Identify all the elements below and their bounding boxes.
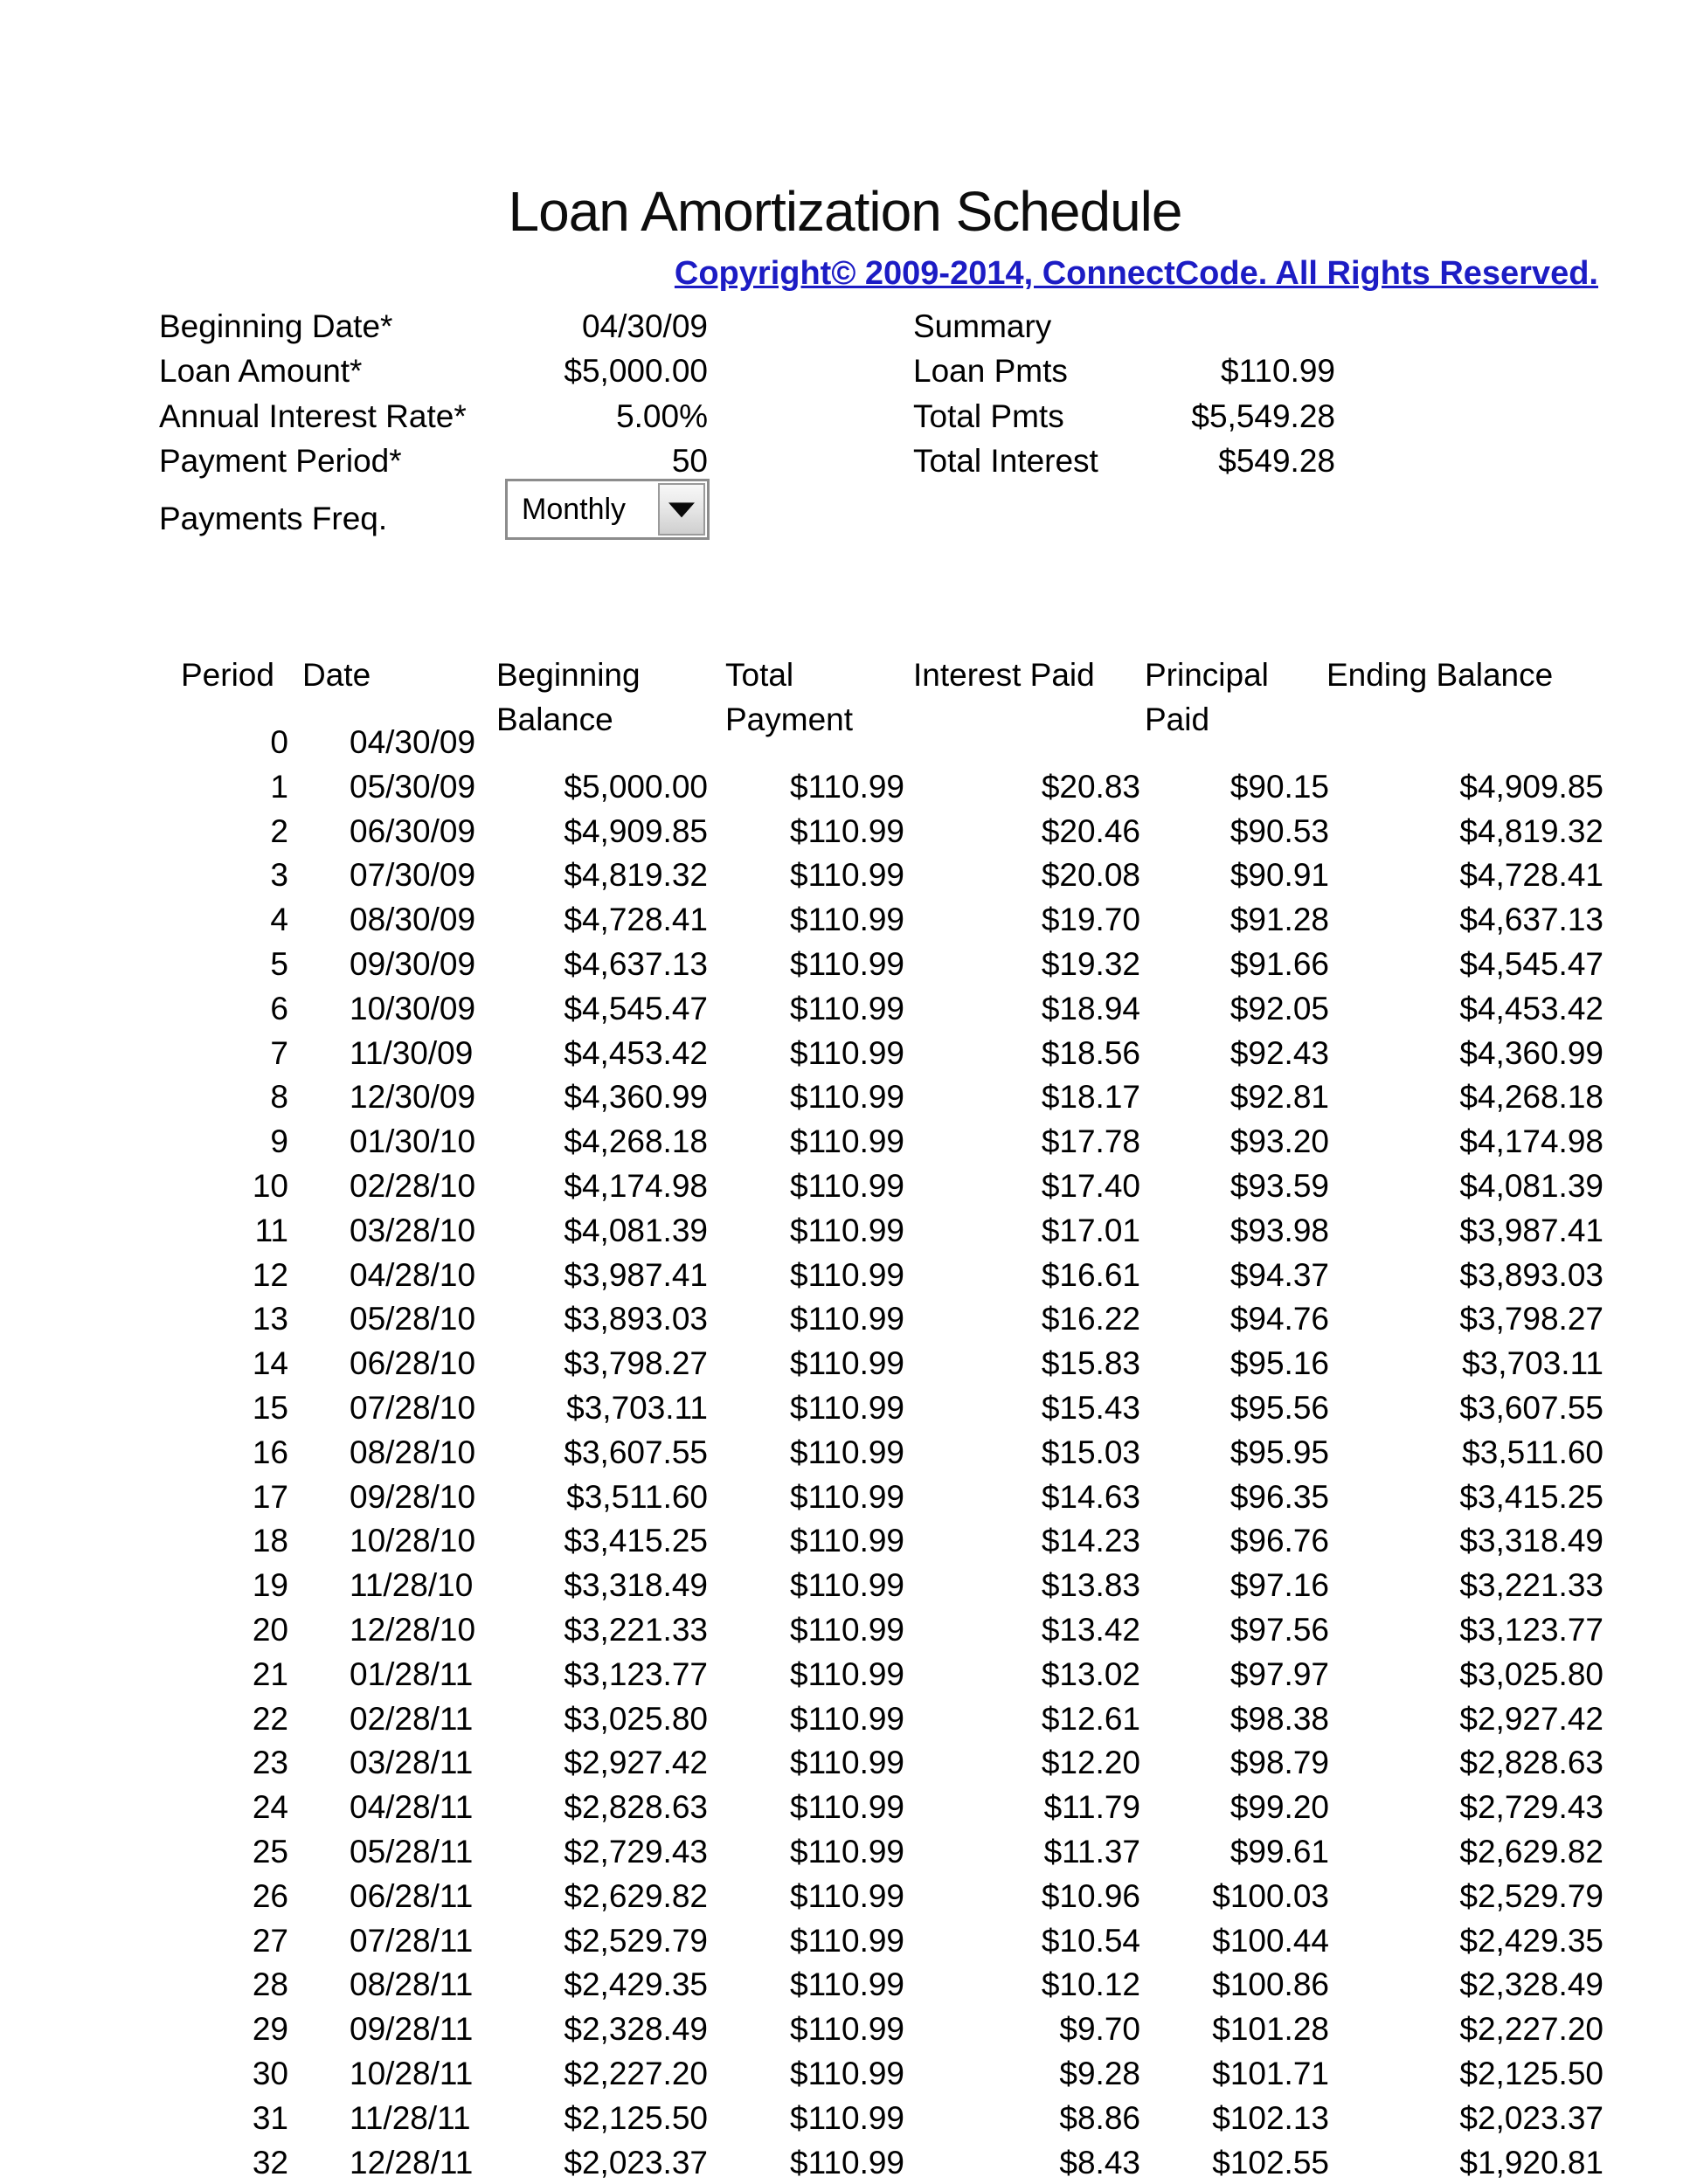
cell-beginning-balance: $3,893.03 bbox=[564, 1301, 708, 1337]
cell-period: 0 bbox=[270, 724, 288, 760]
cell-date: 02/28/11 bbox=[350, 1700, 474, 1737]
cell-interest-paid: $18.56 bbox=[1041, 1034, 1140, 1071]
cell-total-payment: $110.99 bbox=[790, 1834, 904, 1870]
cell-total-payment: $110.99 bbox=[790, 1434, 904, 1470]
cell-principal-paid: $101.28 bbox=[1212, 2011, 1329, 2048]
cell-interest-paid: $13.42 bbox=[1041, 1612, 1140, 1648]
beginning-date-value[interactable]: 04/30/09 bbox=[581, 308, 708, 344]
cell-date: 06/30/09 bbox=[350, 812, 476, 849]
cell-principal-paid: $91.66 bbox=[1229, 946, 1329, 982]
cell-date: 08/28/11 bbox=[350, 1966, 474, 2003]
cell-interest-paid: $8.43 bbox=[1059, 2144, 1140, 2181]
cell-beginning-balance: $3,123.77 bbox=[564, 1655, 708, 1692]
cell-total-payment: $110.99 bbox=[790, 1256, 904, 1293]
table-row bbox=[0, 724, 1690, 766]
cell-beginning-balance: $3,703.11 bbox=[566, 1390, 708, 1426]
cell-ending-balance: $2,125.50 bbox=[1459, 2056, 1603, 2091]
cell-ending-balance: $4,545.47 bbox=[1459, 946, 1603, 982]
cell-date: 08/30/09 bbox=[350, 902, 476, 938]
cell-principal-paid: $96.35 bbox=[1229, 1478, 1329, 1515]
payment-period-label: Payment Period* bbox=[159, 443, 402, 479]
cell-interest-paid: $14.23 bbox=[1041, 1523, 1140, 1559]
beginning-date-label: Beginning Date* bbox=[159, 308, 393, 344]
table-row bbox=[0, 1168, 1690, 1210]
table-row bbox=[0, 1567, 1690, 1609]
cell-interest-paid: $10.54 bbox=[1041, 1922, 1140, 1959]
cell-total-payment: $110.99 bbox=[790, 2099, 904, 2136]
cell-total-payment: $110.99 bbox=[790, 1345, 904, 1382]
annual-interest-rate-label: Annual Interest Rate* bbox=[159, 398, 467, 434]
header-beginning-balance-line2: Balance bbox=[496, 702, 613, 737]
cell-interest-paid: $15.83 bbox=[1041, 1345, 1140, 1382]
cell-date: 04/30/09 bbox=[350, 724, 476, 760]
cell-period: 23 bbox=[252, 1745, 288, 1781]
cell-interest-paid: $10.96 bbox=[1041, 1877, 1140, 1914]
cell-principal-paid: $94.37 bbox=[1229, 1256, 1329, 1293]
cell-date: 10/28/10 bbox=[350, 1523, 476, 1559]
table-row bbox=[0, 1390, 1690, 1432]
cell-ending-balance: $4,174.98 bbox=[1459, 1123, 1603, 1160]
cell-beginning-balance: $4,909.85 bbox=[564, 812, 708, 849]
cell-date: 03/28/10 bbox=[350, 1212, 476, 1248]
cell-period: 24 bbox=[252, 1789, 288, 1826]
cell-principal-paid: $91.28 bbox=[1229, 902, 1329, 938]
table-row bbox=[0, 1257, 1690, 1299]
cell-ending-balance: $2,328.49 bbox=[1459, 1966, 1603, 2003]
table-row bbox=[0, 1656, 1690, 1698]
cell-interest-paid: $12.61 bbox=[1041, 1700, 1140, 1737]
cell-interest-paid: $11.37 bbox=[1043, 1834, 1140, 1870]
table-row bbox=[0, 1345, 1690, 1387]
cell-period: 20 bbox=[252, 1612, 288, 1648]
header-date: Date bbox=[302, 657, 371, 693]
cell-beginning-balance: $3,987.41 bbox=[564, 1256, 708, 1293]
cell-ending-balance: $4,728.41 bbox=[1459, 857, 1603, 894]
cell-beginning-balance: $3,221.33 bbox=[564, 1612, 708, 1648]
cell-total-payment: $110.99 bbox=[790, 2011, 904, 2048]
cell-interest-paid: $19.32 bbox=[1041, 946, 1140, 982]
cell-date: 05/28/10 bbox=[350, 1301, 476, 1337]
cell-period: 25 bbox=[252, 1834, 288, 1870]
cell-period: 14 bbox=[252, 1345, 288, 1382]
cell-ending-balance: $2,023.37 bbox=[1459, 2099, 1603, 2136]
cell-date: 12/30/09 bbox=[350, 1079, 476, 1116]
cell-period: 3 bbox=[270, 857, 288, 894]
cell-date: 04/28/10 bbox=[350, 1256, 476, 1293]
cell-ending-balance: $3,798.27 bbox=[1459, 1301, 1603, 1337]
cell-beginning-balance: $4,545.47 bbox=[564, 990, 708, 1026]
table-row bbox=[0, 1523, 1690, 1565]
cell-period: 26 bbox=[252, 1877, 288, 1914]
cell-principal-paid: $90.53 bbox=[1229, 812, 1329, 849]
table-row bbox=[0, 1479, 1690, 1521]
cell-date: 01/28/11 bbox=[350, 1655, 474, 1692]
cell-interest-paid: $8.86 bbox=[1059, 2099, 1140, 2136]
cell-principal-paid: $99.61 bbox=[1229, 1834, 1329, 1870]
cell-date: 07/28/10 bbox=[350, 1390, 476, 1426]
cell-principal-paid: $102.55 bbox=[1212, 2144, 1329, 2181]
cell-interest-paid: $14.63 bbox=[1041, 1478, 1140, 1515]
cell-beginning-balance: $3,511.60 bbox=[566, 1478, 708, 1515]
cell-ending-balance: $2,927.42 bbox=[1459, 1700, 1603, 1737]
cell-beginning-balance: $2,529.79 bbox=[564, 1922, 708, 1959]
header-total-payment-line1: Total bbox=[725, 657, 794, 693]
cell-beginning-balance: $2,629.82 bbox=[564, 1877, 708, 1914]
cell-period: 12 bbox=[252, 1256, 288, 1293]
cell-principal-paid: $93.20 bbox=[1229, 1123, 1329, 1160]
table-row bbox=[0, 2011, 1690, 2053]
table-row bbox=[0, 1612, 1690, 1654]
cell-date: 12/28/11 bbox=[350, 2144, 474, 2181]
cell-interest-paid: $17.40 bbox=[1041, 1168, 1140, 1204]
dropdown-arrow-button[interactable] bbox=[658, 483, 705, 536]
header-ending-balance: Ending Balance bbox=[1326, 657, 1554, 693]
payment-period-value[interactable]: 50 bbox=[671, 443, 708, 479]
cell-beginning-balance: $2,429.35 bbox=[564, 1966, 708, 2003]
cell-total-payment: $110.99 bbox=[790, 1745, 904, 1781]
cell-ending-balance: $3,415.25 bbox=[1459, 1478, 1603, 1515]
total-interest-value: $549.28 bbox=[1218, 443, 1335, 479]
cell-ending-balance: $3,511.60 bbox=[1462, 1434, 1603, 1470]
table-row bbox=[0, 2145, 1690, 2184]
table-row bbox=[0, 902, 1690, 943]
cell-period: 27 bbox=[252, 1922, 288, 1959]
cell-total-payment: $110.99 bbox=[790, 1877, 904, 1914]
cell-period: 5 bbox=[270, 946, 288, 982]
header-total-payment-line2: Payment bbox=[725, 702, 854, 737]
cell-principal-paid: $90.91 bbox=[1229, 857, 1329, 894]
cell-interest-paid: $17.01 bbox=[1041, 1212, 1140, 1248]
cell-principal-paid: $97.16 bbox=[1229, 1567, 1329, 1604]
cell-beginning-balance: $3,415.25 bbox=[564, 1523, 708, 1559]
table-row bbox=[0, 1745, 1690, 1787]
cell-date: 07/30/09 bbox=[350, 857, 476, 894]
table-row bbox=[0, 1878, 1690, 1920]
cell-total-payment: $110.99 bbox=[790, 1478, 904, 1515]
cell-principal-paid: $92.43 bbox=[1229, 1034, 1329, 1071]
cell-beginning-balance: $4,728.41 bbox=[564, 902, 708, 938]
table-row bbox=[0, 1079, 1690, 1121]
cell-ending-balance: $3,987.41 bbox=[1459, 1212, 1603, 1248]
payments-freq-dropdown[interactable] bbox=[505, 479, 710, 540]
cell-beginning-balance: $2,125.50 bbox=[564, 2099, 708, 2136]
cell-ending-balance: $4,819.32 bbox=[1459, 812, 1603, 849]
loan-amount-label: Loan Amount* bbox=[159, 353, 363, 389]
cell-interest-paid: $11.79 bbox=[1043, 1789, 1140, 1826]
cell-date: 09/28/10 bbox=[350, 1478, 476, 1515]
cell-ending-balance: $4,360.99 bbox=[1459, 1034, 1603, 1071]
dropdown-arrow-icon bbox=[668, 502, 695, 517]
cell-principal-paid: $98.38 bbox=[1229, 1700, 1329, 1737]
cell-ending-balance: $2,729.43 bbox=[1459, 1789, 1603, 1826]
summary-title: Summary bbox=[913, 308, 1052, 344]
cell-period: 17 bbox=[252, 1478, 288, 1515]
cell-beginning-balance: $3,025.80 bbox=[564, 1700, 708, 1737]
cell-total-payment: $110.99 bbox=[790, 1301, 904, 1337]
cell-interest-paid: $16.61 bbox=[1041, 1256, 1140, 1293]
cell-interest-paid: $19.70 bbox=[1041, 902, 1140, 938]
cell-ending-balance: $4,081.39 bbox=[1459, 1168, 1603, 1204]
cell-period: 32 bbox=[252, 2144, 288, 2181]
cell-ending-balance: $4,637.13 bbox=[1459, 902, 1603, 938]
cell-principal-paid: $94.76 bbox=[1229, 1301, 1329, 1337]
cell-principal-paid: $95.95 bbox=[1229, 1434, 1329, 1470]
cell-principal-paid: $95.16 bbox=[1229, 1345, 1329, 1382]
cell-principal-paid: $100.03 bbox=[1212, 1877, 1329, 1914]
cell-date: 08/28/10 bbox=[350, 1434, 476, 1470]
cell-total-payment: $110.99 bbox=[790, 768, 904, 805]
header-principal-paid-line1: Principal bbox=[1145, 657, 1269, 693]
cell-ending-balance: $4,268.18 bbox=[1459, 1079, 1603, 1116]
cell-principal-paid: $96.76 bbox=[1229, 1523, 1329, 1559]
cell-principal-paid: $98.79 bbox=[1229, 1745, 1329, 1781]
cell-beginning-balance: $4,453.42 bbox=[564, 1034, 708, 1071]
cell-ending-balance: $3,607.55 bbox=[1459, 1390, 1603, 1426]
cell-beginning-balance: $3,318.49 bbox=[564, 1567, 708, 1604]
cell-date: 07/28/11 bbox=[350, 1922, 474, 1959]
header-period: Period bbox=[181, 657, 274, 693]
cell-interest-paid: $16.22 bbox=[1041, 1301, 1140, 1337]
cell-period: 15 bbox=[252, 1390, 288, 1426]
table-row bbox=[0, 1213, 1690, 1254]
table-row bbox=[0, 813, 1690, 855]
cell-interest-paid: $12.20 bbox=[1041, 1745, 1140, 1781]
table-row bbox=[0, 1301, 1690, 1343]
cell-beginning-balance: $2,328.49 bbox=[564, 2011, 708, 2048]
cell-total-payment: $110.99 bbox=[790, 1123, 904, 1160]
cell-beginning-balance: $4,360.99 bbox=[564, 1079, 708, 1116]
cell-beginning-balance: $4,268.18 bbox=[564, 1123, 708, 1160]
cell-date: 12/28/10 bbox=[350, 1612, 476, 1648]
cell-principal-paid: $90.15 bbox=[1229, 768, 1329, 805]
cell-principal-paid: $92.81 bbox=[1229, 1079, 1329, 1116]
header-interest-paid: Interest Paid bbox=[913, 657, 1095, 693]
cell-date: 02/28/10 bbox=[350, 1168, 476, 1204]
cell-interest-paid: $15.43 bbox=[1041, 1390, 1140, 1426]
cell-beginning-balance: $2,023.37 bbox=[564, 2144, 708, 2181]
annual-interest-rate-value[interactable]: 5.00% bbox=[616, 398, 708, 434]
cell-period: 4 bbox=[270, 902, 288, 938]
cell-date: 06/28/10 bbox=[350, 1345, 476, 1382]
cell-principal-paid: $93.59 bbox=[1229, 1168, 1329, 1204]
cell-ending-balance: $1,920.81 bbox=[1459, 2144, 1603, 2181]
cell-principal-paid: $100.44 bbox=[1212, 1922, 1329, 1959]
cell-period: 9 bbox=[270, 1123, 288, 1160]
cell-total-payment: $110.99 bbox=[790, 857, 904, 894]
total-pmts-label: Total Pmts bbox=[913, 398, 1064, 434]
table-row bbox=[0, 1966, 1690, 2008]
cell-principal-paid: $102.13 bbox=[1212, 2099, 1329, 2136]
cell-beginning-balance: $3,798.27 bbox=[564, 1345, 708, 1382]
cell-date: 11/28/10 bbox=[350, 1567, 474, 1604]
cell-period: 6 bbox=[270, 990, 288, 1026]
cell-period: 29 bbox=[252, 2011, 288, 2048]
cell-date: 10/30/09 bbox=[350, 990, 476, 1026]
cell-period: 8 bbox=[270, 1079, 288, 1116]
cell-period: 28 bbox=[252, 1966, 288, 2003]
cell-total-payment: $110.99 bbox=[790, 990, 904, 1026]
cell-period: 10 bbox=[252, 1168, 288, 1204]
cell-beginning-balance: $4,174.98 bbox=[564, 1168, 708, 1204]
cell-date: 06/28/11 bbox=[350, 1877, 474, 1914]
cell-interest-paid: $13.02 bbox=[1041, 1655, 1140, 1692]
cell-date: 04/28/11 bbox=[350, 1789, 474, 1826]
cell-date: 05/28/11 bbox=[350, 1834, 474, 1870]
cell-ending-balance: $4,909.85 bbox=[1459, 768, 1603, 805]
table-row bbox=[0, 1701, 1690, 1743]
cell-period: 21 bbox=[252, 1655, 288, 1692]
cell-total-payment: $110.99 bbox=[790, 1034, 904, 1071]
cell-total-payment: $110.99 bbox=[790, 1612, 904, 1648]
cell-date: 10/28/11 bbox=[350, 2056, 474, 2091]
table-row bbox=[0, 991, 1690, 1033]
cell-interest-paid: $18.94 bbox=[1041, 990, 1140, 1026]
cell-ending-balance: $3,123.77 bbox=[1459, 1612, 1603, 1648]
cell-ending-balance: $2,529.79 bbox=[1459, 1877, 1603, 1914]
cell-total-payment: $110.99 bbox=[790, 1567, 904, 1604]
loan-pmts-label: Loan Pmts bbox=[913, 353, 1068, 389]
cell-beginning-balance: $3,607.55 bbox=[564, 1434, 708, 1470]
payments-freq-label: Payments Freq. bbox=[159, 501, 388, 536]
cell-date: 09/30/09 bbox=[350, 946, 476, 982]
table-row bbox=[0, 2100, 1690, 2142]
cell-interest-paid: $20.83 bbox=[1041, 768, 1140, 805]
cell-total-payment: $110.99 bbox=[790, 1789, 904, 1826]
cell-period: 13 bbox=[252, 1301, 288, 1337]
table-row bbox=[0, 1789, 1690, 1831]
cell-beginning-balance: $2,729.43 bbox=[564, 1834, 708, 1870]
cell-period: 2 bbox=[270, 812, 288, 849]
cell-principal-paid: $99.20 bbox=[1229, 1789, 1329, 1826]
cell-date: 05/30/09 bbox=[350, 768, 476, 805]
cell-period: 16 bbox=[252, 1434, 288, 1470]
table-row bbox=[0, 1434, 1690, 1476]
cell-total-payment: $110.99 bbox=[790, 1079, 904, 1116]
cell-total-payment: $110.99 bbox=[790, 1212, 904, 1248]
cell-beginning-balance: $4,819.32 bbox=[564, 857, 708, 894]
cell-date: 11/28/11 bbox=[350, 2099, 471, 2136]
cell-date: 09/28/11 bbox=[350, 2011, 474, 2048]
cell-period: 31 bbox=[252, 2099, 288, 2136]
cell-period: 30 bbox=[252, 2056, 288, 2091]
cell-period: 19 bbox=[252, 1567, 288, 1604]
table-row bbox=[0, 1923, 1690, 1965]
cell-beginning-balance: $2,927.42 bbox=[564, 1745, 708, 1781]
cell-total-payment: $110.99 bbox=[790, 946, 904, 982]
cell-total-payment: $110.99 bbox=[790, 1922, 904, 1959]
cell-principal-paid: $97.56 bbox=[1229, 1612, 1329, 1648]
cell-beginning-balance: $4,081.39 bbox=[564, 1212, 708, 1248]
table-row bbox=[0, 769, 1690, 811]
cell-interest-paid: $20.08 bbox=[1041, 857, 1140, 894]
cell-total-payment: $110.99 bbox=[790, 1655, 904, 1692]
cell-ending-balance: $3,221.33 bbox=[1459, 1567, 1603, 1604]
cell-ending-balance: $3,318.49 bbox=[1459, 1523, 1603, 1559]
cell-ending-balance: $3,025.80 bbox=[1459, 1655, 1603, 1692]
cell-interest-paid: $15.03 bbox=[1041, 1434, 1140, 1470]
cell-total-payment: $110.99 bbox=[790, 2144, 904, 2181]
table-row bbox=[0, 2056, 1690, 2098]
header-beginning-balance-line1: Beginning bbox=[496, 657, 641, 693]
cell-date: 01/30/10 bbox=[350, 1123, 476, 1160]
header-principal-paid-line2: Paid bbox=[1145, 702, 1210, 737]
cell-beginning-balance: $5,000.00 bbox=[564, 768, 708, 805]
cell-period: 7 bbox=[270, 1034, 288, 1071]
cell-ending-balance: $4,453.42 bbox=[1459, 990, 1603, 1026]
loan-amount-value[interactable]: $5,000.00 bbox=[564, 353, 708, 389]
table-row bbox=[0, 946, 1690, 988]
cell-beginning-balance: $4,637.13 bbox=[564, 946, 708, 982]
cell-ending-balance: $2,227.20 bbox=[1459, 2011, 1603, 2048]
cell-interest-paid: $13.83 bbox=[1041, 1567, 1140, 1604]
cell-principal-paid: $97.97 bbox=[1229, 1655, 1329, 1692]
cell-ending-balance: $2,629.82 bbox=[1459, 1834, 1603, 1870]
copyright-link[interactable]: Copyright© 2009-2014, ConnectCode. All Rights Reserved. bbox=[674, 255, 1598, 292]
cell-interest-paid: $9.70 bbox=[1059, 2011, 1140, 2048]
page-title: Loan Amortization Schedule bbox=[508, 180, 1182, 243]
cell-beginning-balance: $2,828.63 bbox=[564, 1789, 708, 1826]
cell-ending-balance: $3,703.11 bbox=[1462, 1345, 1603, 1382]
cell-principal-paid: $100.86 bbox=[1212, 1966, 1329, 2003]
cell-ending-balance: $2,828.63 bbox=[1459, 1745, 1603, 1781]
loan-pmts-value: $110.99 bbox=[1221, 353, 1335, 389]
payments-freq-selected-value: Monthly bbox=[522, 493, 627, 526]
table-row bbox=[0, 857, 1690, 899]
cell-period: 22 bbox=[252, 1700, 288, 1737]
cell-date: 11/30/09 bbox=[350, 1034, 474, 1071]
cell-period: 18 bbox=[252, 1523, 288, 1559]
table-row bbox=[0, 1123, 1690, 1165]
cell-principal-paid: $101.71 bbox=[1212, 2056, 1329, 2091]
cell-interest-paid: $9.28 bbox=[1059, 2056, 1140, 2091]
cell-date: 03/28/11 bbox=[350, 1745, 474, 1781]
cell-total-payment: $110.99 bbox=[790, 812, 904, 849]
cell-period: 11 bbox=[254, 1212, 288, 1248]
cell-total-payment: $110.99 bbox=[790, 1966, 904, 2003]
cell-total-payment: $110.99 bbox=[790, 1700, 904, 1737]
cell-beginning-balance: $2,227.20 bbox=[564, 2056, 708, 2091]
cell-ending-balance: $2,429.35 bbox=[1459, 1922, 1603, 1959]
cell-interest-paid: $10.12 bbox=[1041, 1966, 1140, 2003]
cell-total-payment: $110.99 bbox=[790, 1168, 904, 1204]
cell-total-payment: $110.99 bbox=[790, 1523, 904, 1559]
cell-total-payment: $110.99 bbox=[790, 1390, 904, 1426]
cell-interest-paid: $17.78 bbox=[1041, 1123, 1140, 1160]
total-interest-label: Total Interest bbox=[913, 443, 1098, 479]
cell-total-payment: $110.99 bbox=[790, 2056, 904, 2091]
total-pmts-value: $5,549.28 bbox=[1191, 398, 1335, 434]
table-row bbox=[0, 1834, 1690, 1876]
cell-principal-paid: $95.56 bbox=[1229, 1390, 1329, 1426]
cell-period: 1 bbox=[270, 768, 288, 805]
table-row bbox=[0, 1035, 1690, 1077]
cell-total-payment: $110.99 bbox=[790, 902, 904, 938]
cell-ending-balance: $3,893.03 bbox=[1459, 1256, 1603, 1293]
cell-principal-paid: $92.05 bbox=[1229, 990, 1329, 1026]
cell-principal-paid: $93.98 bbox=[1229, 1212, 1329, 1248]
cell-interest-paid: $18.17 bbox=[1041, 1079, 1140, 1116]
cell-interest-paid: $20.46 bbox=[1041, 812, 1140, 849]
